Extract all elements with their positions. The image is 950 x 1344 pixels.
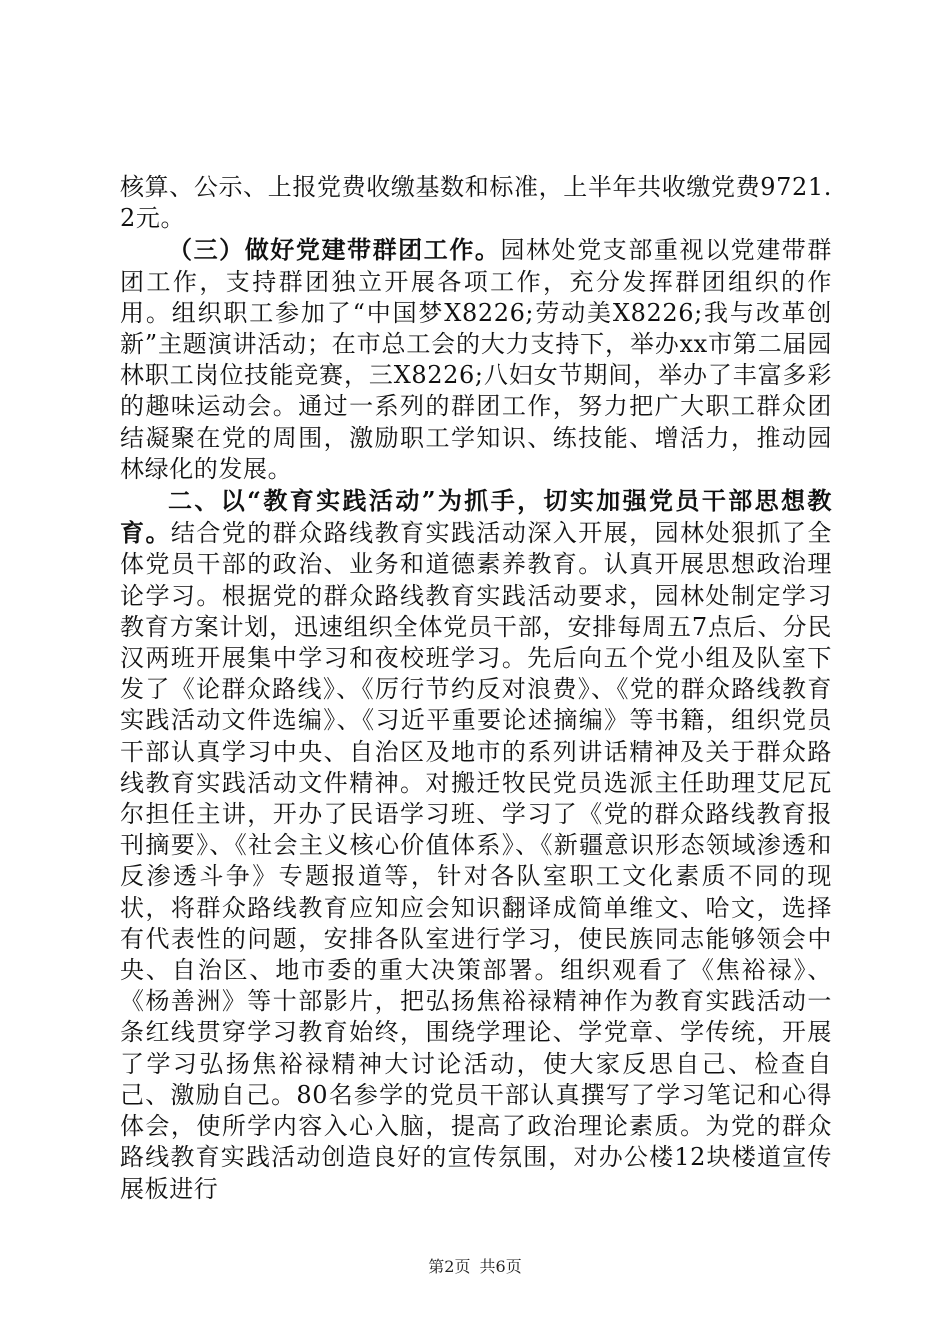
paragraph-education-practice xyxy=(120,485,832,1205)
document-body xyxy=(120,172,832,1205)
paragraph-text: 核算、公示、上报党费收缴基数和标准，上半年共收缴党费9721.2元。 xyxy=(120,173,832,233)
paragraph-text: 园林处党支部重视以党建带群团工作，支持群团独立开展各项工作，充分发挥群团组织的作用。组织职工参加了“中国梦X8226;劳动美X8226;我与改革创新”主题演讲活动；在市总工会的大力支持下，举办xx市第二届园林职工岗位技能竞赛，三X8226;八妇女节期间，举办了丰富多彩的趣味运动会。通过一系列的群团工作，努力把广大职工群众团结凝聚在党的周围，激励职工学知识、练技能、增活力，推动园林绿化的发展。 xyxy=(120,236,832,483)
section-heading: （三）做好党建带群团工作。 xyxy=(168,235,501,265)
paragraph-mass-organizations xyxy=(120,234,832,485)
page-footer xyxy=(0,1254,950,1277)
page-total: 共6页 xyxy=(479,1257,522,1276)
paragraph-party-dues xyxy=(120,172,832,234)
page-number: 第2页 xyxy=(428,1257,471,1276)
paragraph-text: 结合党的群众路线教育实践活动深入开展，园林处狠抓了全体党员干部的政治、业务和道德素养教育。认真开展思想政治理论学习。根据党的群众路线教育实践活动要求，园林处制定学习教育方案计划，迅速组织全体党员干部，安排每周五7点后、分民汉两班开展集中学习和夜校班学习。先后向五个党小组及队室下发了《论群众路线》、《厉行节约反对浪费》、《党的群众路线教育实践活动文件选编》、《习近平重要论述摘编》等书籍，组织党员干部认真学习中央、自治区及地市的系列讲话精神及关于群众路线教育实践活动文件精神。对搬迁牧民党员选派主任助理艾尼瓦尔担任主讲，开办了民语学习班、学习了《党的群众路线教育报刊摘要》、《社会主义核心价值体系》、《新疆意识形态领域渗透和反渗透斗争》专题报道等，针对各队室职工文化素质不同的现状，将群众路线教育应知应会知识翻译成简单维文、哈文，选择有代表性的问题，安排各队室进行学习，使民族同志能够领会中央、自治区、地市委的重大决策部署。组织观看了《焦裕禄》、《杨善洲》等十部影片，把弘扬焦裕禄精神作为教育实践活动一条红线贯穿学习教育始终，围绕学理论、学党章、学传统，开展了学习弘扬焦裕禄精神大讨论活动，使大家反思自己、检查自己、激励自己。80名参学的党员干部认真撰写了学习笔记和心得体会，使所学内容入心入脑，提高了政治理论素质。为党的群众路线教育实践活动创造良好的宣传氛围，对办公楼12块楼道宣传展板进行 xyxy=(120,519,832,1203)
section-heading: 二、以“教育实践活动”为抓手，切实加强党员干部思想教育。 xyxy=(120,486,832,548)
